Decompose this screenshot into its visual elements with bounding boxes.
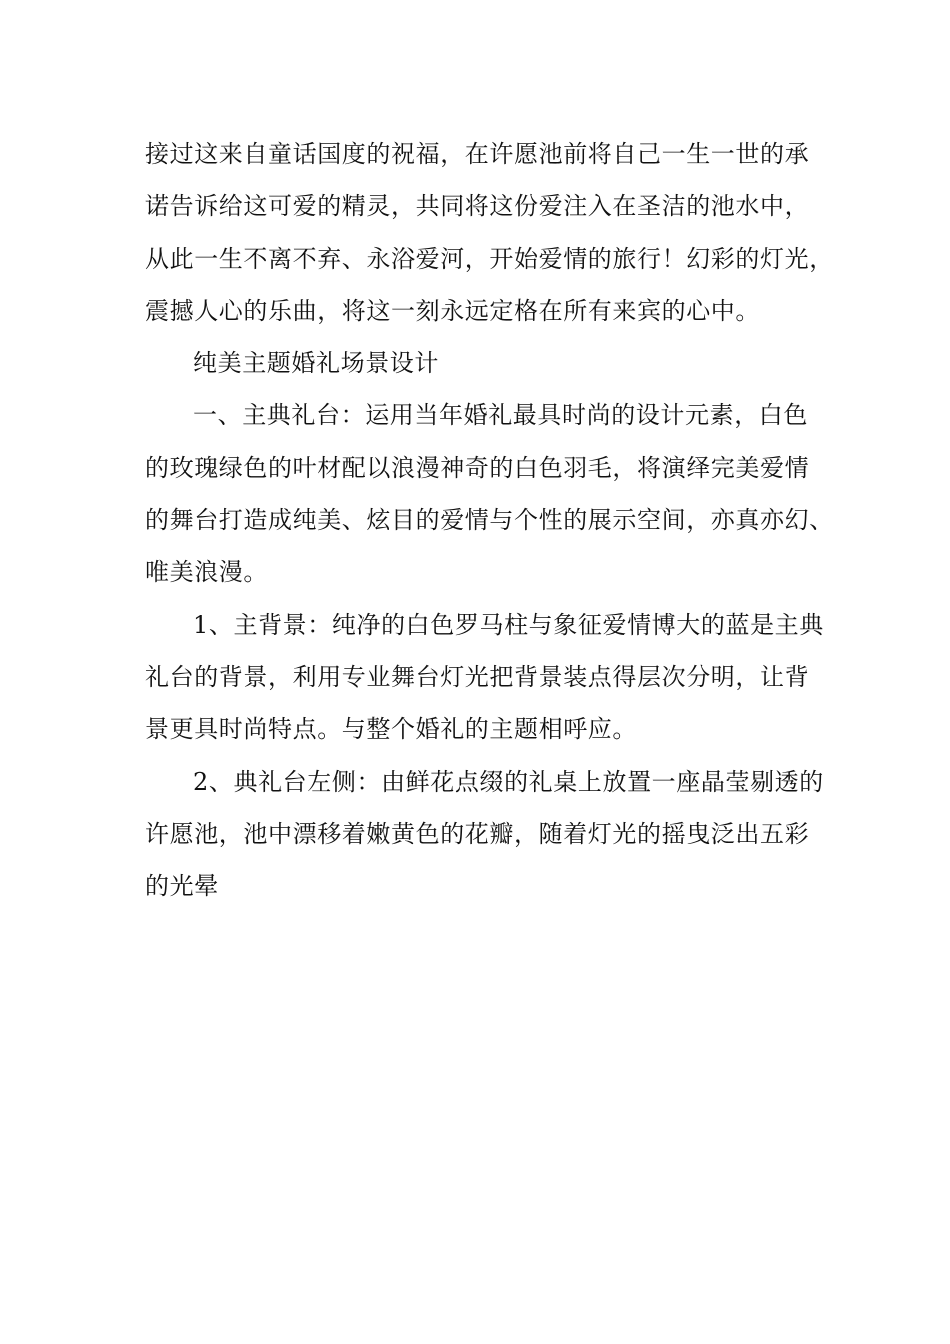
text-line: 景更具时尚特点。与整个婚礼的主题相呼应。 xyxy=(145,715,637,744)
text-line: 震撼人心的乐曲，将这一刻永远定格在所有来宾的心中。 xyxy=(145,296,760,325)
text-line: 1、主背景：纯净的白色罗马柱与象征爱情博大的蓝是主典 xyxy=(193,610,824,639)
text-line: 唯美浪漫。 xyxy=(145,558,268,587)
text-line: 接过这来自童话国度的祝福，在许愿池前将自己一生一世的承 xyxy=(145,140,810,168)
text-line: 从此一生不离不弃、永浴爱河，开始爱情的旅行！幻彩的灯光， xyxy=(145,244,834,273)
text-line: 的舞台打造成纯美、炫目的爱情与个性的展示空间，亦真亦幻、 xyxy=(145,506,834,535)
text-line: 一、主典礼台：运用当年婚礼最具时尚的设计元素，白色 xyxy=(193,401,808,430)
text-line: 的光晕 xyxy=(145,872,219,901)
text-line: 2、典礼台左侧：由鲜花点缀的礼桌上放置一座晶莹剔透的 xyxy=(193,767,824,796)
section-heading: 纯美主题婚礼场景设计 xyxy=(193,349,439,378)
body-text xyxy=(145,128,834,912)
text-line: 许愿池，池中漂移着嫩黄色的花瓣，随着灯光的摇曳泛出五彩 xyxy=(145,819,810,848)
text-line: 的玫瑰绿色的叶材配以浪漫神奇的白色羽毛，将演绎完美爱情 xyxy=(145,453,810,482)
text-line: 礼台的背景，利用专业舞台灯光把背景装点得层次分明，让背 xyxy=(145,662,810,691)
text-line: 诺告诉给这可爱的精灵，共同将这份爱注入在圣洁的池水中， xyxy=(145,192,810,221)
